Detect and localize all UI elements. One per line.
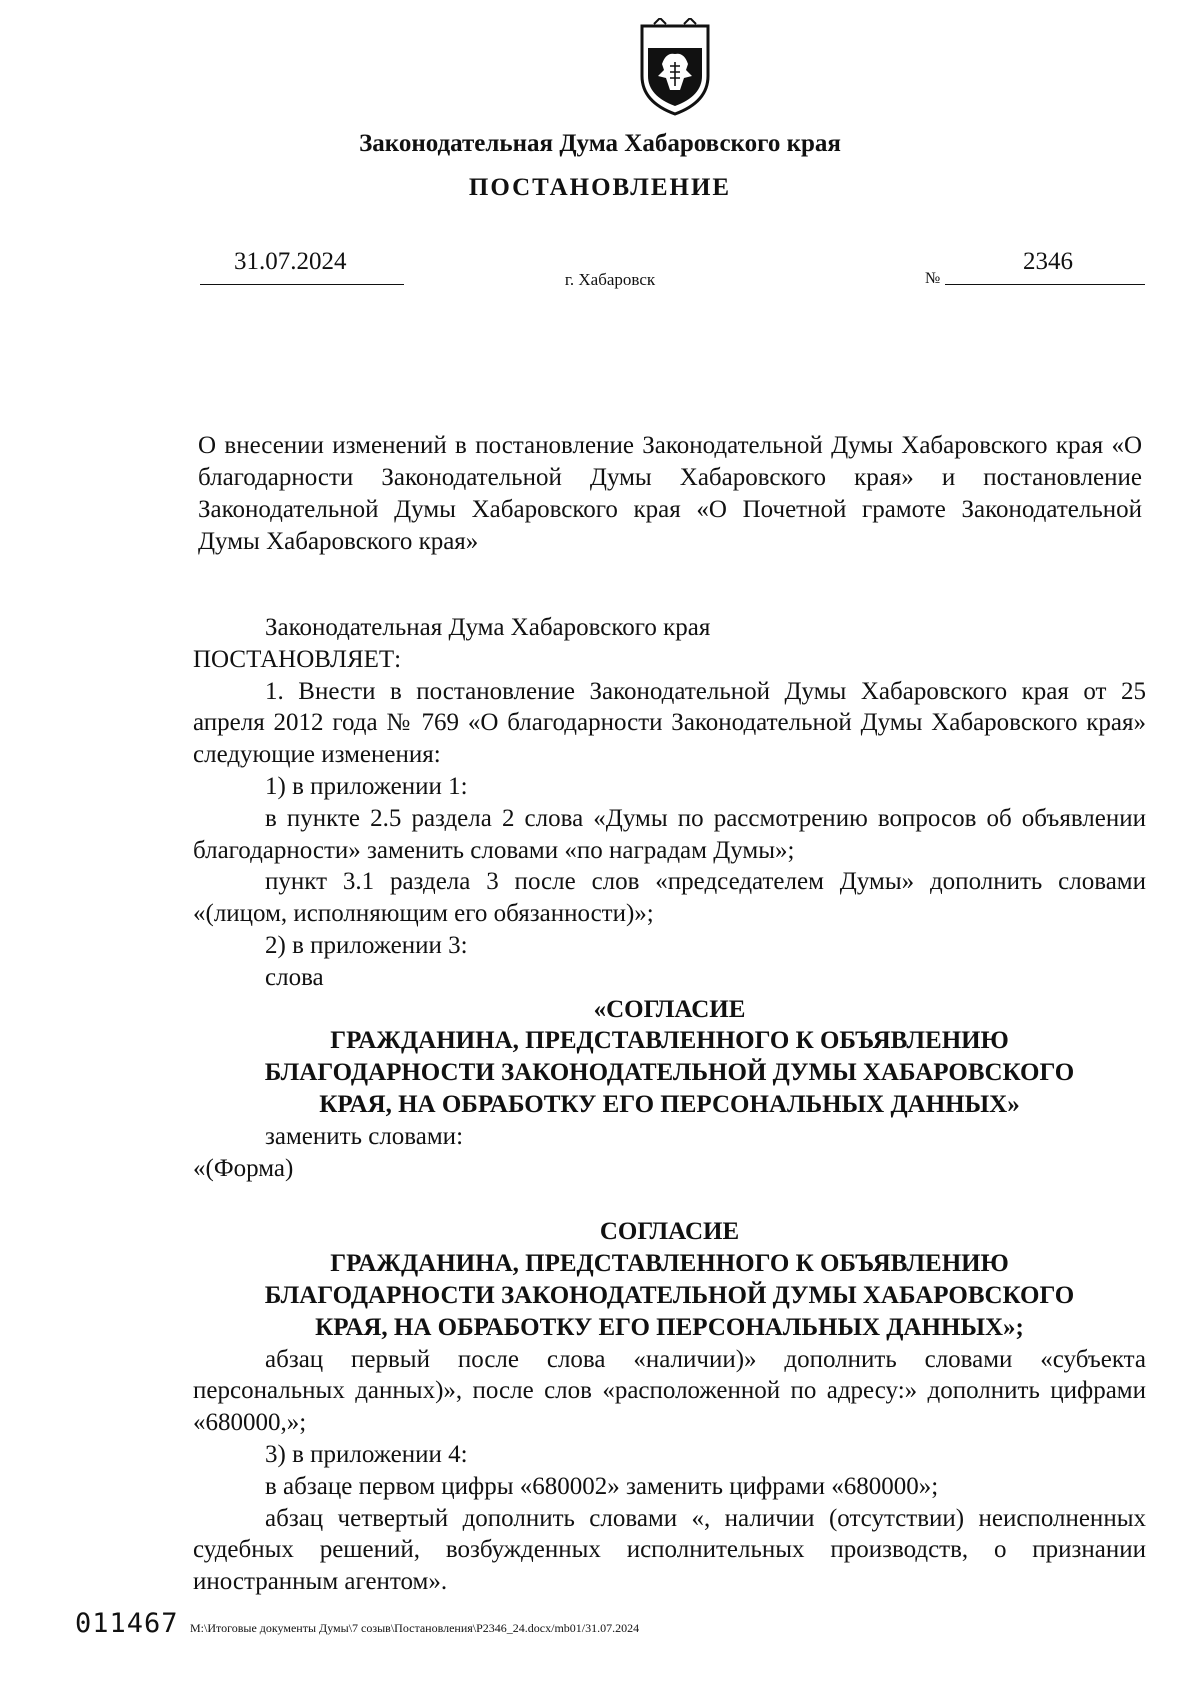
subitem-1-b: пункт 3.1 раздела 3 после слов «председателем Думы» дополнить словами «(лицом, исполняющим его обязанности)»; [193,868,1146,928]
subitem-3: 3) в приложении 4: [265,1440,468,1468]
consent-old-line-4: КРАЯ, НА ОБРАБОТКУ ЕГО ПЕРСОНАЛЬНЫХ ДАННЫХ» [319,1090,1020,1118]
words-label: слова [265,963,324,991]
consent-old-line-2: ГРАЖДАНИНА, ПРЕДСТАВЛЕННОГО К ОБЪЯВЛЕНИЮ [330,1027,1009,1055]
number-underline [945,284,1145,285]
footer-serial-number: 011467 [75,1608,179,1639]
consent-new-line-3: БЛАГОДАРНОСТИ ЗАКОНОДАТЕЛЬНОЙ ДУМЫ ХАБАРОВСКОГО [264,1281,1075,1309]
number-sign: № [925,270,941,287]
document-type-heading: ПОСТАНОВЛЕНИЕ [468,174,732,201]
consent-new-line-2: ГРАЖДАНИНА, ПРЕДСТАВЛЕННОГО К ОБЪЯВЛЕНИЮ [330,1250,1009,1278]
footer-file-path: M:\Итоговые документы Думы\7 созыв\Постановления\P2346_24.docx/mb01/31.07.2024 [190,1621,640,1635]
document-city: г. Хабаровск [564,270,656,289]
coat-of-arms-emblem [634,18,716,118]
document-date: 31.07.2024 [234,248,347,275]
preamble-line-1: Законодательная Дума Хабаровского края [265,614,711,641]
item-1: 1. Внести в постановление Законодательной Думы Хабаровского края от 25 апреля 2012 года № 769 «О благодарности Законодательной Думы Хабаровского края» следующие изменения: [193,677,1146,769]
subitem-1: 1) в приложении 1: [265,772,468,800]
subitem-3-a: в абзаце первом цифры «680002» заменить цифрами «680000»; [265,1472,939,1500]
form-label: «(Форма) [193,1154,294,1182]
preamble-line-2: ПОСТАНОВЛЯЕТ: [193,645,402,673]
subitem-2: 2) в приложении 3: [265,931,468,959]
consent-new-line-4: КРАЯ, НА ОБРАБОТКУ ЕГО ПЕРСОНАЛЬНЫХ ДАННЫХ»; [315,1313,1024,1341]
consent-new-line-1: СОГЛАСИЕ [599,1218,740,1246]
spacer [193,1184,1146,1216]
organization-title: Законодательная Дума Хабаровского края [359,130,841,157]
document-body [193,612,1146,1598]
subitem-1-a: в пункте 2.5 раздела 2 слова «Думы по рассмотрению вопросов об объявлении благодарности» заменить словами «по наградам Думы»; [193,804,1146,864]
subitem-3-b: абзац четвертый дополнить словами «, наличии (отсутствии) неисполненных судебных решений, возбужденных исполнительных производств, о признании иностранным агентом». [193,1504,1146,1596]
document-number: 2346 [1023,248,1073,275]
replace-with-label: заменить словами: [265,1122,464,1150]
consent-old-line-3: БЛАГОДАРНОСТИ ЗАКОНОДАТЕЛЬНОЙ ДУМЫ ХАБАРОВСКОГО [264,1059,1075,1087]
subitem-2-a: абзац первый после слова «наличии)» дополнить словами «субъекта персональных данных)», после слов «расположенной по адресу:» дополнить цифрами «680000,»; [193,1345,1146,1437]
consent-old-line-1: «СОГЛАСИЕ [593,995,746,1023]
document-subject: О внесении изменений в постановление Законодательной Думы Хабаровского края «О благодарности Законодательной Думы Хабаровского края» и постановление Законодательной Думы Хабаровского края «О Почетной грамоте Законодательной Думы Хабаровского края» [198,432,1142,555]
